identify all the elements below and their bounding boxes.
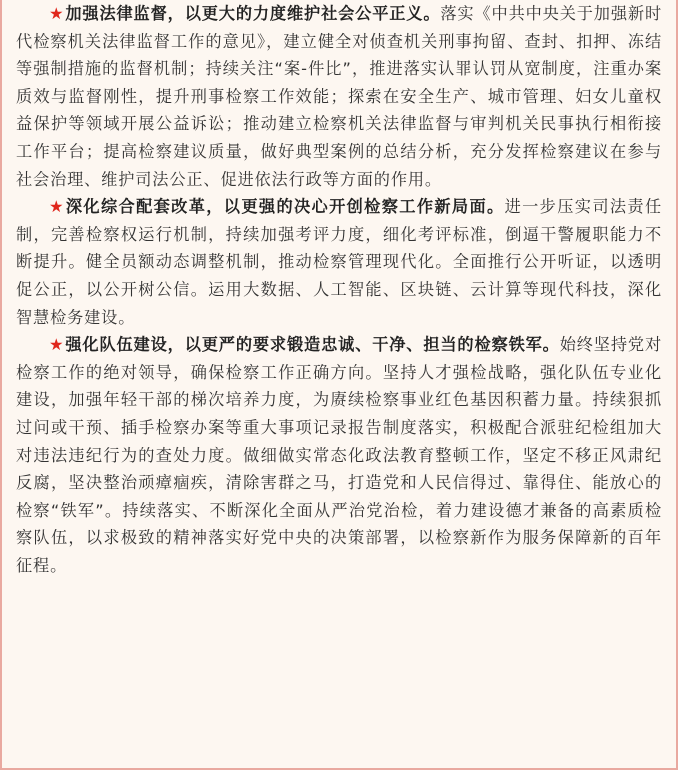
red-star-icon: ★ bbox=[49, 4, 65, 23]
red-star-icon: ★ bbox=[49, 335, 65, 355]
section-heading: 加强法律监督，以更大的力度维护社会公平正义。 bbox=[65, 4, 441, 23]
section-reform bbox=[16, 193, 662, 331]
section-heading: 强化队伍建设，以更严的要求锻造忠诚、干净、担当的检察铁军。 bbox=[65, 335, 560, 355]
section-body: 始终坚持党对检察工作的绝对领导，确保检察工作正确方向。坚持人才强检战略，强化队伍专业化建设，加强年轻干部的梯次培养力度，为赓续检察事业红色基因积蓄力量。持续狠抓过问或干预、插手检察办案等重大事项记录报告制度落实，积极配合派驻纪检组加大对违法违纪行为的查处力度。做细做实常态化政法教育整顿工作，坚定不移正风肃纪反腐，坚决整治顽瘴痼疾，清除害群之马，打造党和人民信得过、靠得住、能放心的检察“铁军”。持续落实、不断深化全面从严治党治检，着力建设德才兼备的高素质检察队伍，以求极致的精神落实好党中央的决策部署，以检察新作为服务保障新的百年征程。 bbox=[16, 335, 662, 575]
section-body: 落实《中共中央关于加强新时代检察机关法律监督工作的意见》，建立健全对侦查机关刑事拘留、查封、扣押、冻结等强制措施的监督机制；持续关注“案-件比”，推进落实认罪认罚从宽制度，注重办案质效与监督刚性，提升刑事检察工作效能；探索在安全生产、城市管理、妇女儿童权益保护等领域开展公益诉讼；推动建立检察机关法律监督与审判机关民事执行相衔接工作平台；提高检察建议质量，做好典型案例的总结分析，充分发挥检察建议在参与社会治理、维护司法公正、促进依法行政等方面的作用。 bbox=[16, 4, 662, 189]
section-team-building bbox=[16, 331, 662, 579]
section-body: 进一步压实司法责任制，完善检察权运行机制，持续加强考评力度，细化考评标准，倒逼干警履职能力不断提升。健全员额动态调整机制，推动检察管理现代化。全面推行公开听证，以透明促公正，以公开树公信。运用大数据、人工智能、区块链、云计算等现代科技，深化智慧检务建设。 bbox=[16, 197, 662, 327]
section-legal-supervision bbox=[16, 0, 662, 193]
red-star-icon: ★ bbox=[49, 197, 65, 217]
section-heading: 深化综合配套改革，以更强的决心开创检察工作新局面。 bbox=[65, 197, 505, 217]
